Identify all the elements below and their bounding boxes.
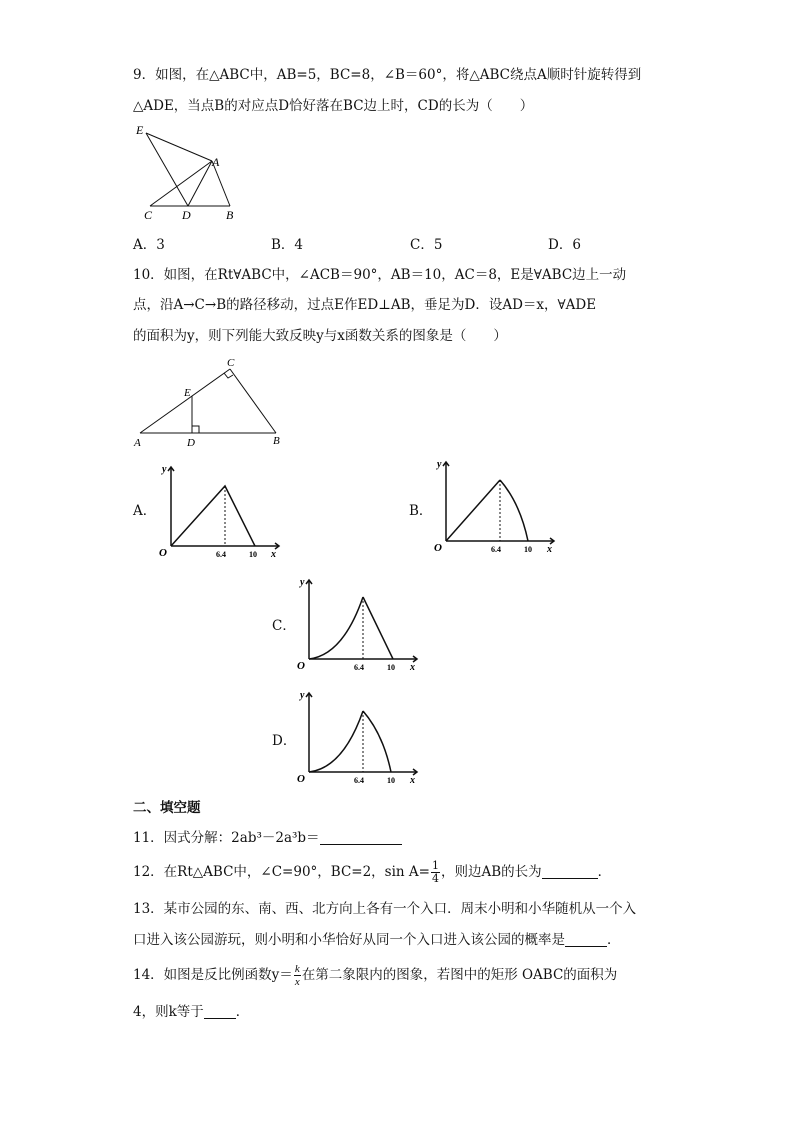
- q9-label-B: B: [226, 208, 234, 222]
- q13-line2: [133, 931, 621, 949]
- q14-answer-blank[interactable]: [204, 1004, 236, 1019]
- q11-answer-blank[interactable]: [320, 830, 402, 845]
- q14-line2: [133, 1003, 249, 1021]
- q12-frac-den: 4: [431, 872, 439, 885]
- q9-label-C: C: [144, 208, 153, 222]
- q10-label-B: B: [273, 435, 280, 447]
- q10-graph-b-y: y: [437, 459, 442, 470]
- q10-graph-b-origin: O: [434, 542, 442, 554]
- q10-graph-c-origin: O: [297, 660, 305, 672]
- q10-graph-a-tick-10: 10: [249, 550, 257, 559]
- q14-line1: [133, 962, 617, 988]
- q13-answer-blank[interactable]: [565, 932, 607, 947]
- q10-triangle-figure: [128, 355, 288, 450]
- q14-frac-den: x: [294, 976, 300, 988]
- q12-fraction: [431, 860, 440, 885]
- q13-text: 口进入该公园游玩，则小明和小华恰好从同一个入口进入该公园的概率是: [133, 932, 565, 948]
- q10-graph-b-tick-10: 10: [524, 545, 532, 554]
- q10-graph-b-tick-64: 6.4: [491, 545, 501, 554]
- q12-answer-blank[interactable]: [542, 864, 598, 879]
- q10-graph-c-tick-10: 10: [387, 663, 395, 672]
- q9-option-c: C．5: [410, 237, 443, 253]
- q10-graph-a-origin: O: [159, 547, 167, 559]
- q9-label-D: D: [182, 208, 191, 222]
- q14-text-pre: 14．如图是反比例函数y＝: [133, 967, 293, 983]
- q9-label-A: A: [212, 155, 220, 169]
- q9-option-a: A．3: [133, 237, 165, 253]
- q10-graph-d-tick-10: 10: [387, 776, 395, 785]
- q13-line1: 13．某市公园的东、南、西、北方向上各有一个入口．周末小明和小华随机从一个入: [133, 901, 637, 917]
- q9-line2: △ADE，当点B的对应点D恰好落在BC边上时，CD的长为（ ）: [133, 98, 534, 114]
- q14-fraction: [294, 963, 301, 988]
- q10-graph-d-origin: O: [297, 773, 305, 785]
- q9-label-E: E: [136, 123, 144, 137]
- q10-line3: 的面积为y，则下列能大致反映y与x函数关系的图象是（ ）: [133, 328, 507, 344]
- q14-text-end: ．: [235, 1004, 250, 1020]
- q10-graph-c-tick-64: 6.4: [354, 663, 364, 672]
- q10-graph-b: [430, 453, 560, 558]
- q10-graph-c-y: y: [300, 577, 305, 588]
- q10-graph-c: [293, 570, 423, 675]
- q12-text-pre: 12．在Rt△ABC中，∠C=90°，BC=2，sin A=: [133, 864, 430, 880]
- q14-frac-num: k: [294, 963, 300, 975]
- q10-graph-a: [155, 455, 285, 560]
- q12-text-post: ，则边AB的长为: [440, 864, 542, 880]
- section-heading-fill-in: 二、填空题: [133, 800, 201, 816]
- q13-text-end: ．: [607, 932, 621, 948]
- q10-option-b-label: B．: [409, 503, 433, 519]
- q10-graph-d-x: x: [410, 775, 415, 786]
- q14-text-line2: 4，则k等于: [133, 1004, 204, 1020]
- q10-option-a-label: A．: [133, 503, 157, 519]
- q10-option-d-label: D．: [272, 733, 297, 749]
- q10-graph-d-y: y: [300, 690, 305, 701]
- q12-frac-num: 1: [431, 859, 439, 872]
- q9-option-b: B．4: [271, 237, 304, 253]
- q10-label-A: A: [134, 437, 141, 449]
- q10-graph-d-tick-64: 6.4: [354, 776, 364, 785]
- q10-graph-c-x: x: [410, 662, 415, 673]
- q10-line2: 点，沿A→C→B的路径移动，过点E作ED⊥AB，垂足为D．设AD＝x，∀ADE: [133, 297, 597, 313]
- q14-text-post: 在第二象限内的图象，若图中的矩形 OABC的面积为: [301, 967, 618, 983]
- q10-option-c-label: C．: [272, 618, 296, 634]
- q9-figure: [128, 118, 258, 226]
- q10-graph-a-x: x: [271, 549, 276, 560]
- q9-option-d: D．6: [548, 237, 581, 253]
- q9-line1: 9．如图，在△ABC中，AB=5，BC=8，∠B＝60°，将△ABC绕点A顺时针旋转得到: [133, 67, 642, 83]
- q10-graph-d: [293, 684, 423, 789]
- q10-graph-b-x: x: [547, 544, 552, 555]
- q10-graph-a-tick-64: 6.4: [216, 550, 226, 559]
- q11-text: 11．因式分解：2ab³－2a³b＝: [133, 830, 320, 846]
- q10-graph-a-y: y: [162, 464, 167, 475]
- q12-line: [133, 859, 611, 885]
- q10-label-E: E: [184, 387, 191, 399]
- q10-label-D: D: [187, 437, 195, 449]
- q12-text-end: ．: [597, 864, 612, 880]
- q10-line1: 10．如图，在Rt∀ABC中，∠ACB＝90°，AB＝10，AC＝8，E是∀ABC边上一动: [133, 267, 627, 283]
- q11-line: [133, 829, 402, 847]
- q10-label-C: C: [227, 357, 235, 369]
